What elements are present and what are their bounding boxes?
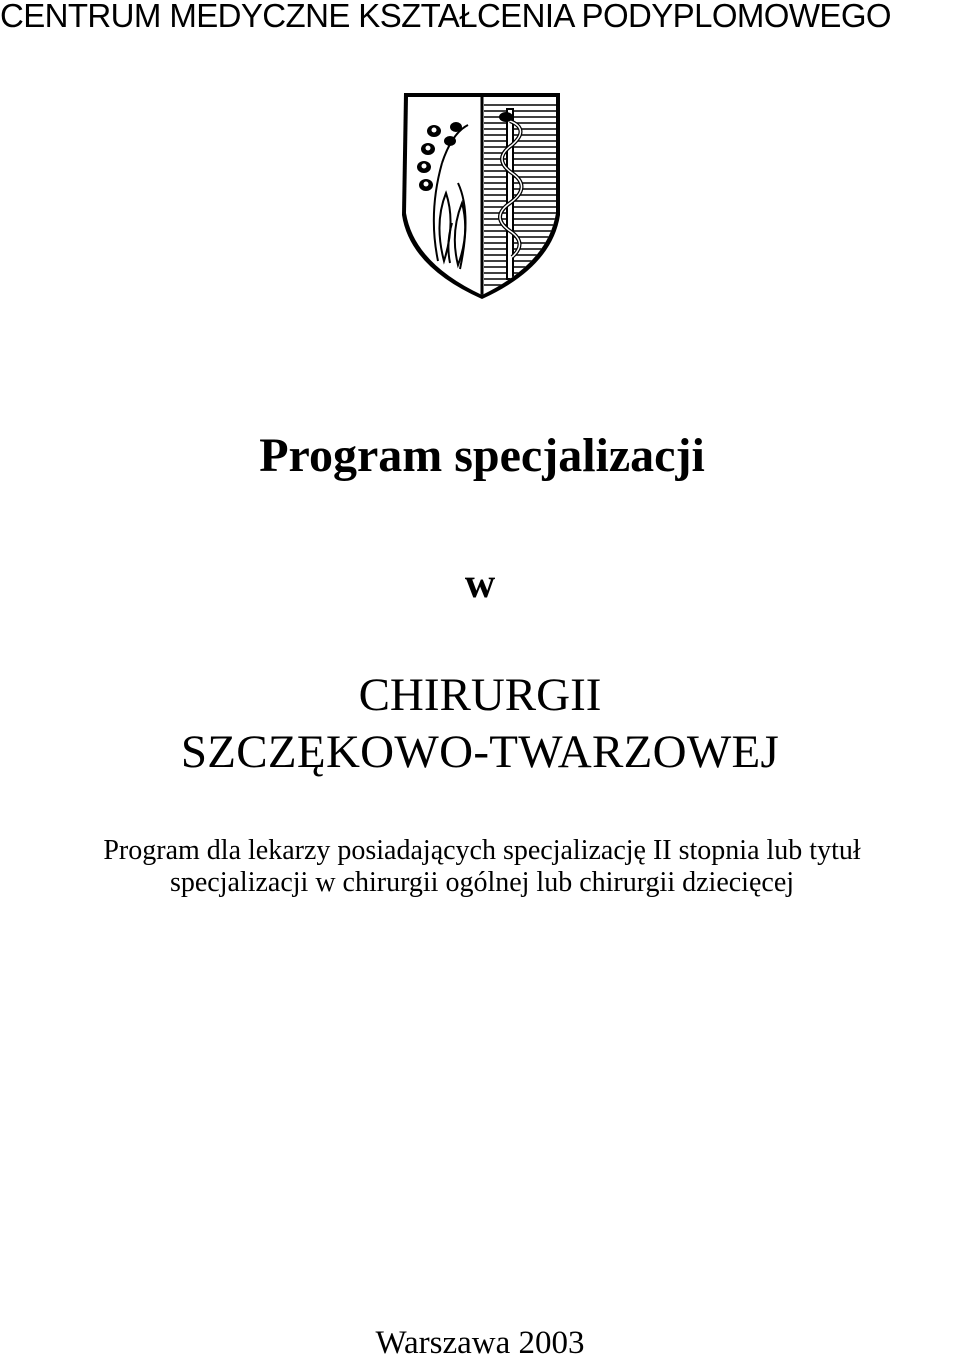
- specialty-title-line1: CHIRURGII: [358, 669, 602, 721]
- specialty-title-line2: SZCZĘKOWO-TWARZOWEJ: [180, 726, 780, 778]
- institution-header: CENTRUM MEDYCZNE KSZTAŁCENIA PODYPLOMOWEGO: [0, 0, 891, 34]
- program-description-line1: Program dla lekarzy posiadających specjalizację II stopnia lub tytuł: [103, 835, 861, 866]
- place-and-year: Warszawa 2003: [375, 1325, 585, 1361]
- title-connector: w: [464, 561, 496, 607]
- program-description-line2: specjalizacji w chirurgii ogólnej lub chirurgii dziecięcej: [169, 867, 795, 898]
- coat-of-arms-icon: [398, 93, 564, 299]
- page-title: Program specjalizacji: [259, 429, 705, 482]
